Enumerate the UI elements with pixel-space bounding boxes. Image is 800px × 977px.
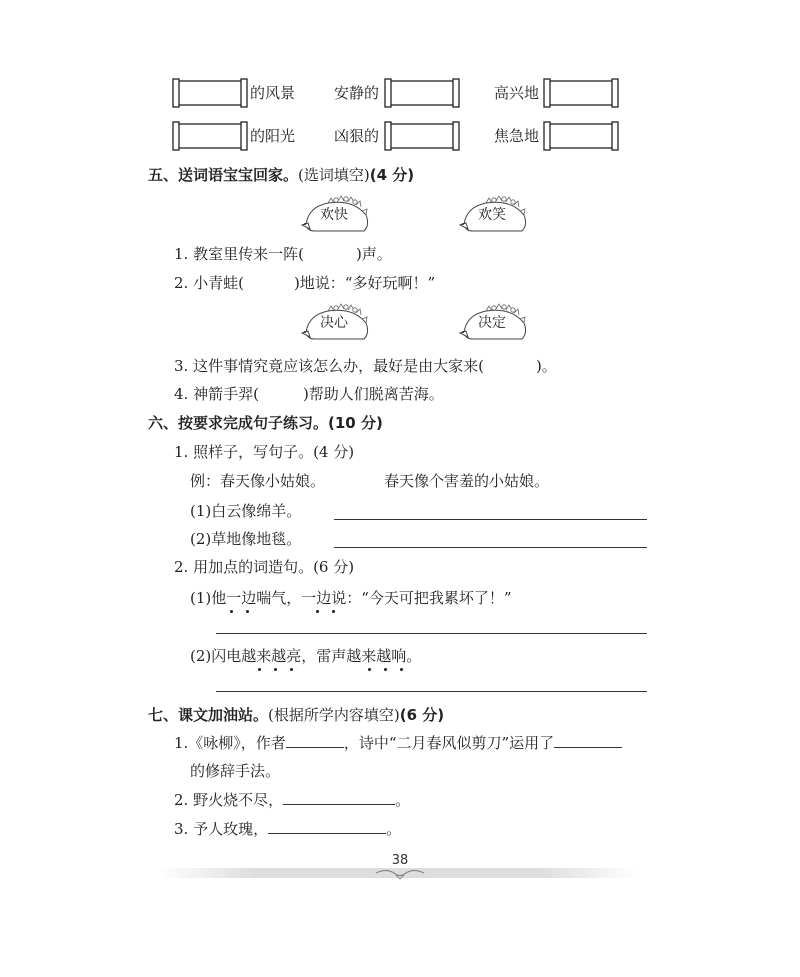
answer-line[interactable] [216,691,647,692]
emphasis-dot [246,610,249,613]
emphasis-dot [400,668,403,671]
fill-blank[interactable] [268,819,386,834]
phrase-prefix: 高兴地 [494,84,540,102]
answer-line[interactable] [216,633,647,634]
word-option: 决心 [320,315,348,331]
scroll-box[interactable] [172,121,248,151]
scroll-box[interactable] [384,78,460,108]
question-line: 2. 用加点的词造句。(6 分) [174,558,355,576]
emphasis-dot [384,668,387,671]
question-line: 1. 教室里传来一阵( )声。 [174,245,392,263]
hedgehog-word-card [456,303,530,345]
question-line: 3. 予人玫瑰， 。 [174,820,402,838]
question-line: 4. 神箭手羿( )帮助人们脱离苦海。 [174,385,444,403]
question-line: (2)草地像地毯。 [190,530,302,548]
question-line: 2. 野火烧不尽， 。 [174,791,411,809]
fill-blank[interactable] [283,790,395,805]
word-option: 欢快 [320,207,348,223]
question-line: (1)他一边喘气，一边说：“今天可把我累坏了！” [190,589,512,607]
hedgehog-word-card [298,303,372,345]
emphasis-dot [316,610,319,613]
emphasis-dot [230,610,233,613]
answer-line[interactable] [334,519,647,520]
scroll-box[interactable] [384,121,460,151]
hedgehog-word-card [456,195,530,237]
section-heading: 五、送词语宝宝回家。(选词填空)(4 分) [148,166,415,184]
section-heading: 六、按要求完成句子练习。(10 分) [148,414,383,432]
question-line: 的修辞手法。 [190,762,281,780]
emphasis-dot [368,668,371,671]
emphasis-dot [332,610,335,613]
question-line: 3. 这件事情究竟应该怎么办，最好是由大家来( )。 [174,357,557,375]
scroll-box[interactable] [543,121,619,151]
question-line: 2. 小青蛙( )地说：“多好玩啊！” [174,274,436,292]
phrase-prefix: 焦急地 [494,127,540,145]
ornament-icon [372,866,428,880]
question-line: 1. 照样子，写句子。(4 分) [174,443,355,461]
question-line: (2)闪电越来越亮，雷声越来越响。 [190,647,422,665]
word-option: 欢笑 [478,207,506,223]
hedgehog-word-card [298,195,372,237]
scroll-box[interactable] [543,78,619,108]
phrase-suffix: 的风景 [250,84,296,102]
scroll-box[interactable] [172,78,248,108]
emphasis-dot [274,668,277,671]
answer-line[interactable] [334,547,647,548]
fill-blank[interactable] [286,733,344,748]
section-heading: 七、课文加油站。(根据所学内容填空)(6 分) [148,706,445,724]
phrase-prefix: 凶狠的 [334,127,380,145]
emphasis-dot [258,668,261,671]
question-line: 1.《咏柳》，作者 ，诗中“二月春风似剪刀”运用了 [174,733,622,753]
word-option: 决定 [478,315,506,331]
fill-blank[interactable] [554,733,622,748]
example-sentence: 春天像个害羞的小姑娘。 [384,472,550,490]
question-line: (1)白云像绵羊。 [190,502,302,520]
phrase-prefix: 安静的 [334,84,380,102]
phrase-suffix: 的阳光 [250,127,296,145]
example-sentence: 例：春天像小姑娘。 [190,472,326,490]
emphasis-dot [290,668,293,671]
page-number: 38 [391,853,409,868]
